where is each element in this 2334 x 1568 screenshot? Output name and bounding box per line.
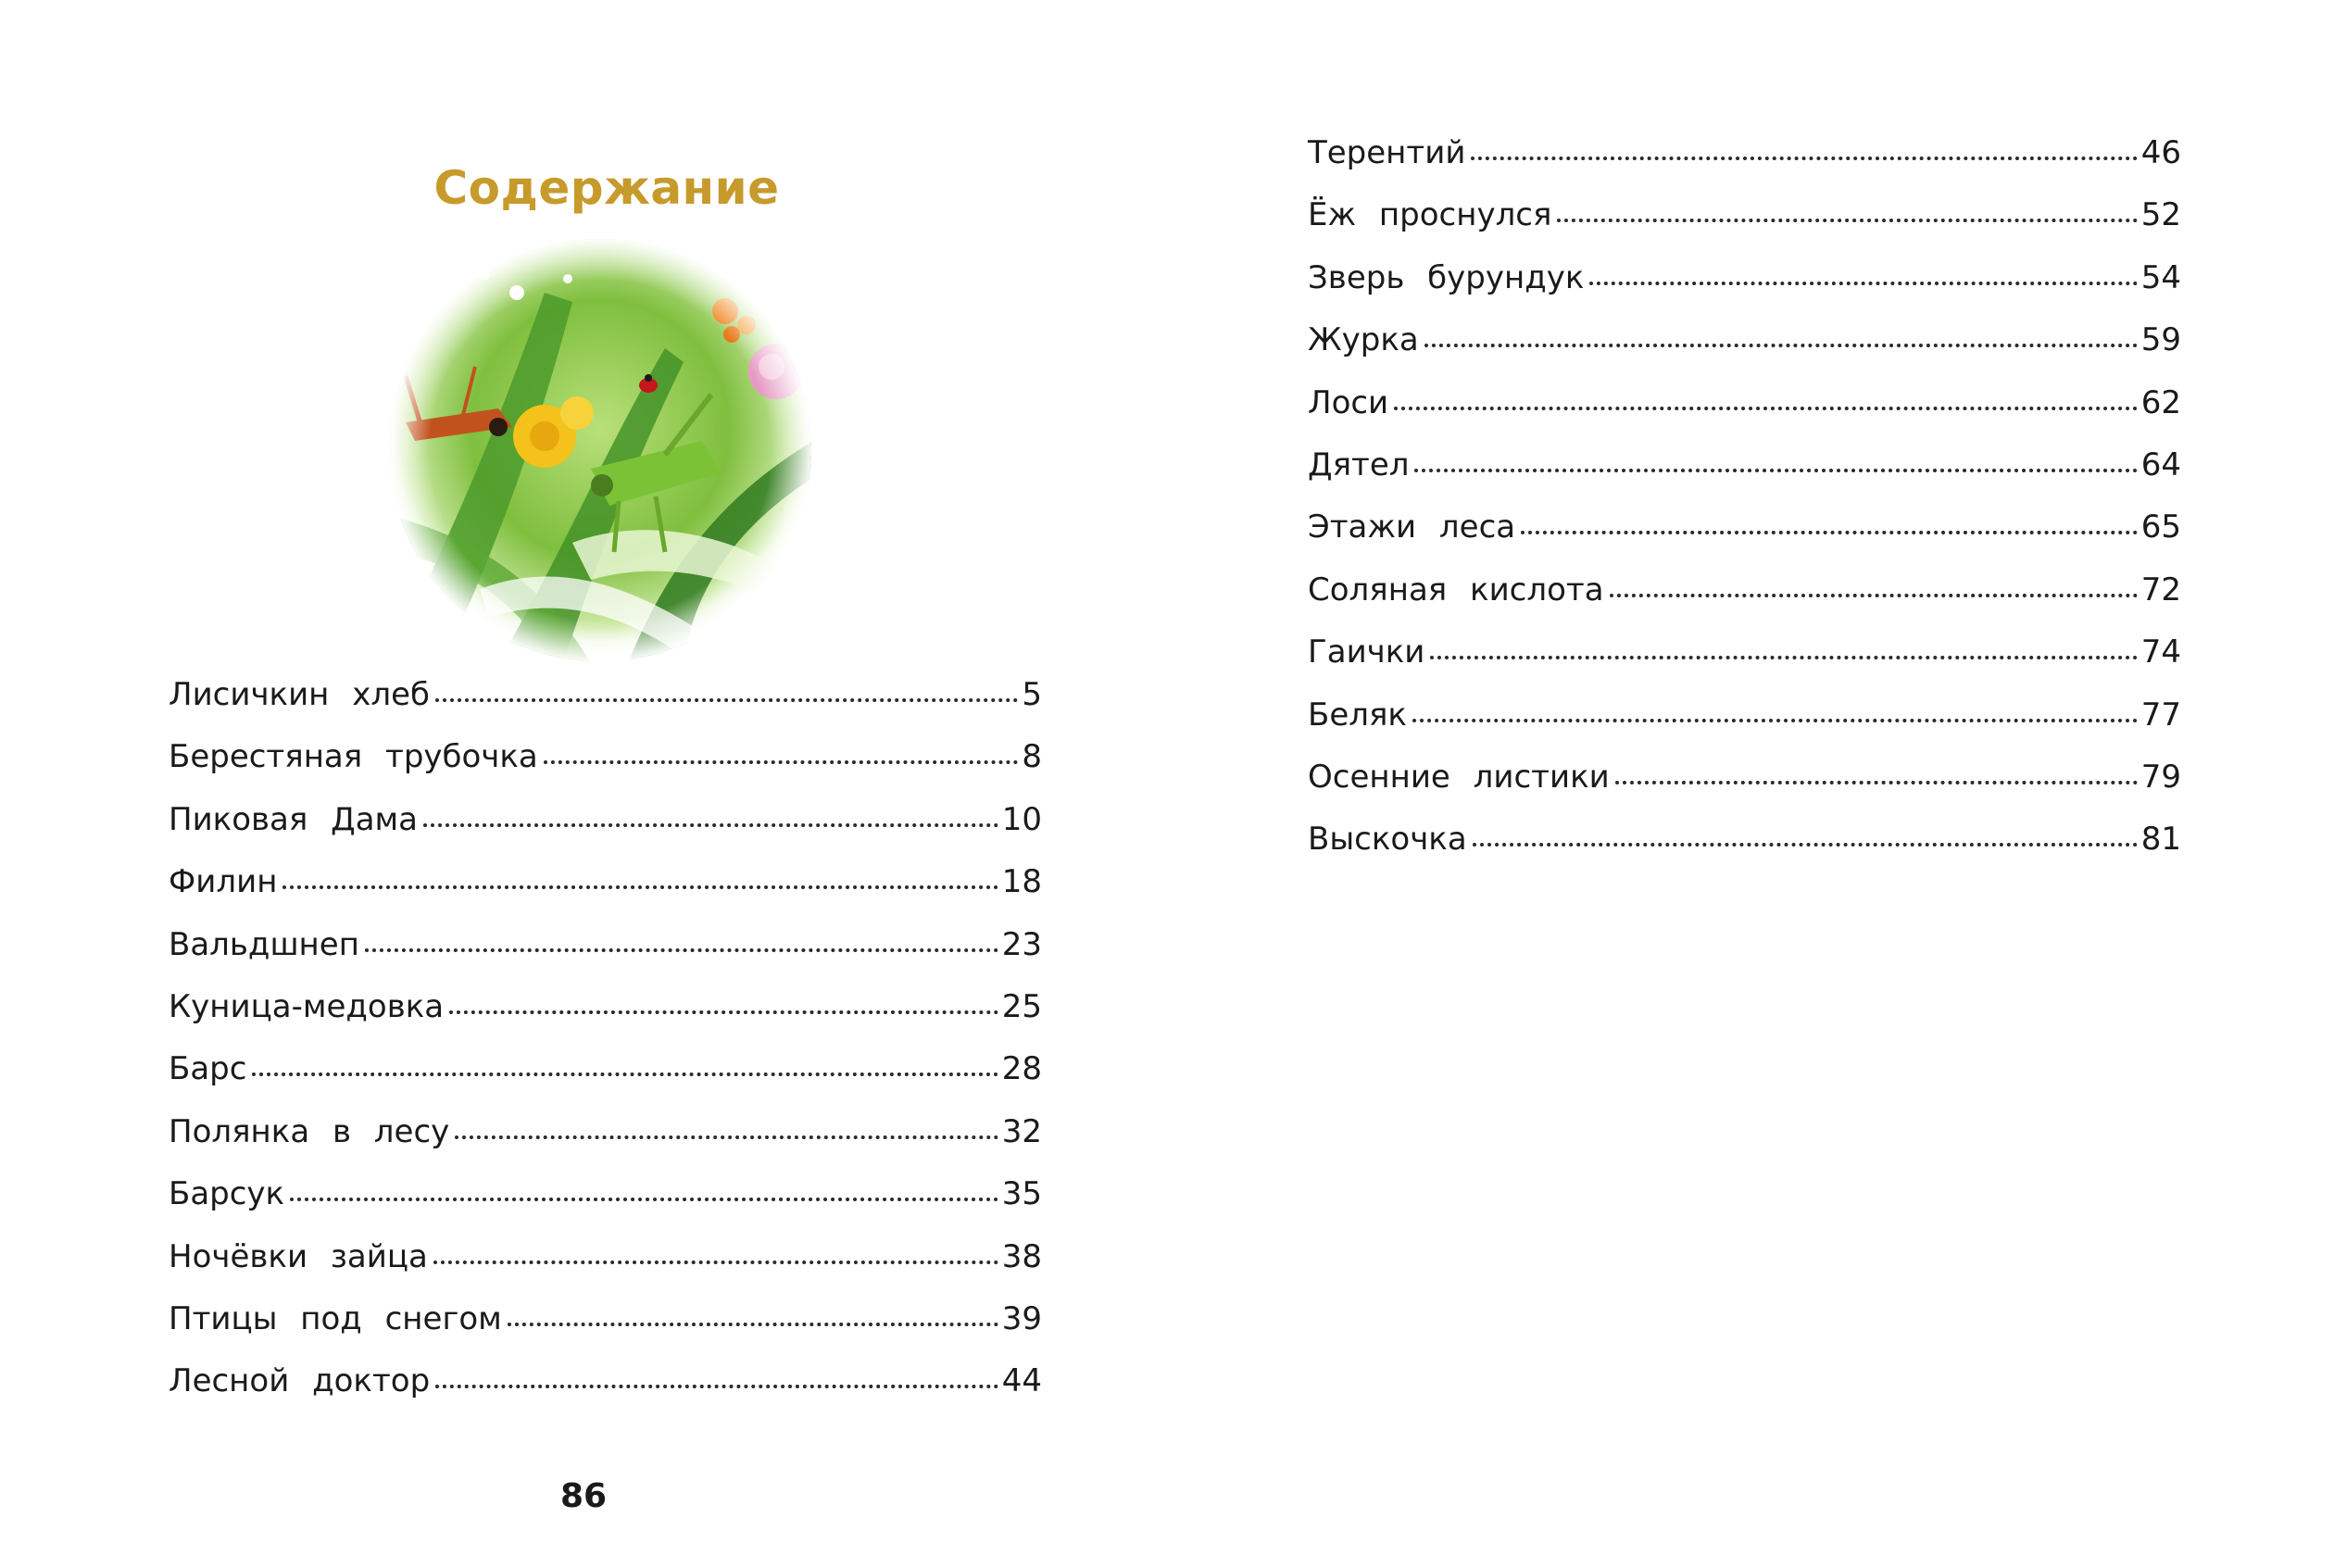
toc-entry-page: 8 (1022, 738, 1042, 776)
toc-entry-page: 62 (2140, 383, 2181, 421)
toc-entry[interactable] (169, 863, 1042, 928)
toc-entry[interactable] (1308, 571, 2181, 636)
toc-entry-page: 32 (1001, 1112, 1042, 1150)
toc-dot-leader (1414, 469, 2137, 472)
toc-dot-leader (423, 823, 998, 827)
meadow-insects-illustration (387, 237, 813, 663)
toc-dot-leader (508, 1323, 998, 1326)
toc-entry[interactable] (1308, 696, 2181, 761)
toc-entry[interactable] (169, 800, 1042, 866)
toc-entry[interactable] (169, 1299, 1042, 1365)
toc-dot-leader (435, 1385, 998, 1388)
toc-entry-title: Лисичкин хлеб (169, 676, 430, 713)
toc-dot-leader (1610, 594, 2138, 597)
toc-entry[interactable] (1308, 758, 2181, 823)
toc-entry[interactable] (169, 676, 1042, 741)
toc-entry-page: 79 (2140, 758, 2181, 796)
toc-entry-title: Этажи леса (1308, 508, 1516, 546)
toc-entry-title: Барс (169, 1050, 247, 1088)
toc-dot-leader (1424, 344, 2138, 347)
toc-entry-title: Лоси (1308, 383, 1389, 421)
toc-entry-title: Лесной доктор (169, 1362, 431, 1400)
toc-entry-page: 64 (2140, 445, 2181, 483)
toc-entry-title: Барсук (169, 1175, 285, 1213)
toc-entry[interactable] (169, 925, 1042, 991)
toc-entry[interactable] (1308, 134, 2181, 199)
toc-entry-page: 65 (2140, 508, 2181, 546)
toc-entry-title: Беляк (1308, 696, 1407, 734)
toc-entry-title: Берестяная трубочка (169, 738, 538, 776)
toc-entry-title: Куница-медовка (169, 987, 445, 1025)
toc-entry-title: Ёж проснулся (1308, 196, 1552, 234)
toc-entry-title: Терентий (1308, 134, 1466, 171)
toc-entry-page: 18 (1001, 863, 1042, 901)
toc-entry-title: Выскочка (1308, 821, 1467, 859)
toc-dot-leader (1430, 656, 2137, 659)
toc-entry-title: Зверь бурундук (1308, 258, 1585, 296)
toc-entry[interactable] (1308, 321, 2181, 386)
toc-right-column (1308, 134, 2181, 886)
toc-entry-title: Пиковая Дама (169, 800, 419, 838)
toc-dot-leader (252, 1073, 998, 1076)
toc-entry[interactable] (169, 1362, 1042, 1427)
toc-dot-leader (435, 698, 1018, 702)
toc-entry-title: Ночёвки зайца (169, 1237, 428, 1275)
toc-entry[interactable] (169, 1175, 1042, 1240)
toc-entry-title: Соляная кислота (1308, 571, 1604, 608)
toc-dot-leader (449, 1010, 998, 1014)
toc-entry[interactable] (169, 1237, 1042, 1303)
toc-entry[interactable] (169, 738, 1042, 803)
toc-entry-title: Вальдшнеп (169, 925, 359, 963)
toc-entry-page: 72 (2140, 571, 2181, 608)
toc-entry-page: 54 (2140, 258, 2181, 296)
toc-dot-leader (1412, 719, 2138, 722)
toc-entry-page: 46 (2140, 134, 2181, 171)
toc-entry-page: 52 (2140, 196, 2181, 234)
toc-entry[interactable] (169, 1050, 1042, 1115)
toc-dot-leader (1394, 407, 2138, 410)
toc-entry-title: Журка (1308, 321, 1419, 359)
toc-entry[interactable] (1308, 633, 2181, 698)
toc-entry-title: Филин (169, 863, 278, 901)
toc-entry-title: Птицы под снегом (169, 1299, 502, 1337)
toc-entry-title: Гаички (1308, 633, 1425, 671)
toc-dot-leader (455, 1135, 998, 1139)
toc-dot-leader (433, 1261, 998, 1264)
toc-left-column (169, 676, 1042, 1428)
toc-entry-page: 23 (1001, 925, 1042, 963)
toc-entry-page: 44 (1001, 1362, 1042, 1400)
toc-entry[interactable] (169, 1112, 1042, 1178)
toc-entry[interactable] (1308, 196, 2181, 261)
toc-entry-title: Дятел (1308, 445, 1410, 483)
toc-dot-leader (1471, 157, 2137, 160)
toc-entry-page: 5 (1022, 676, 1042, 713)
toc-entry-page: 81 (2140, 821, 2181, 859)
toc-entry[interactable] (169, 987, 1042, 1053)
page-title: Содержание (433, 160, 780, 215)
toc-dot-leader (1557, 219, 2137, 222)
toc-entry-page: 28 (1001, 1050, 1042, 1088)
toc-dot-leader (1615, 781, 2138, 784)
toc-entry[interactable] (1308, 445, 2181, 511)
toc-dot-leader (1473, 843, 2138, 847)
toc-entry-page: 74 (2140, 633, 2181, 671)
toc-entry-page: 25 (1001, 987, 1042, 1025)
toc-dot-leader (365, 948, 998, 952)
toc-entry-page: 10 (1001, 800, 1042, 838)
toc-entry-page: 39 (1001, 1299, 1042, 1337)
toc-entry-page: 59 (2140, 321, 2181, 359)
toc-dot-leader (282, 885, 998, 889)
toc-entry[interactable] (1308, 258, 2181, 324)
toc-entry-page: 38 (1001, 1237, 1042, 1275)
toc-entry[interactable] (1308, 383, 2181, 449)
toc-entry-title: Осенние листики (1308, 758, 1610, 796)
toc-entry-page: 35 (1001, 1175, 1042, 1213)
toc-entry[interactable] (1308, 508, 2181, 573)
toc-dot-leader (290, 1198, 998, 1201)
toc-dot-leader (544, 760, 1019, 764)
page-number: 86 (559, 1477, 608, 1515)
toc-entry-page: 77 (2140, 696, 2181, 734)
toc-dot-leader (1521, 531, 2138, 534)
toc-dot-leader (1589, 282, 2137, 285)
toc-entry[interactable] (1308, 823, 2181, 885)
toc-entry-title: Полянка в лесу (169, 1112, 450, 1150)
